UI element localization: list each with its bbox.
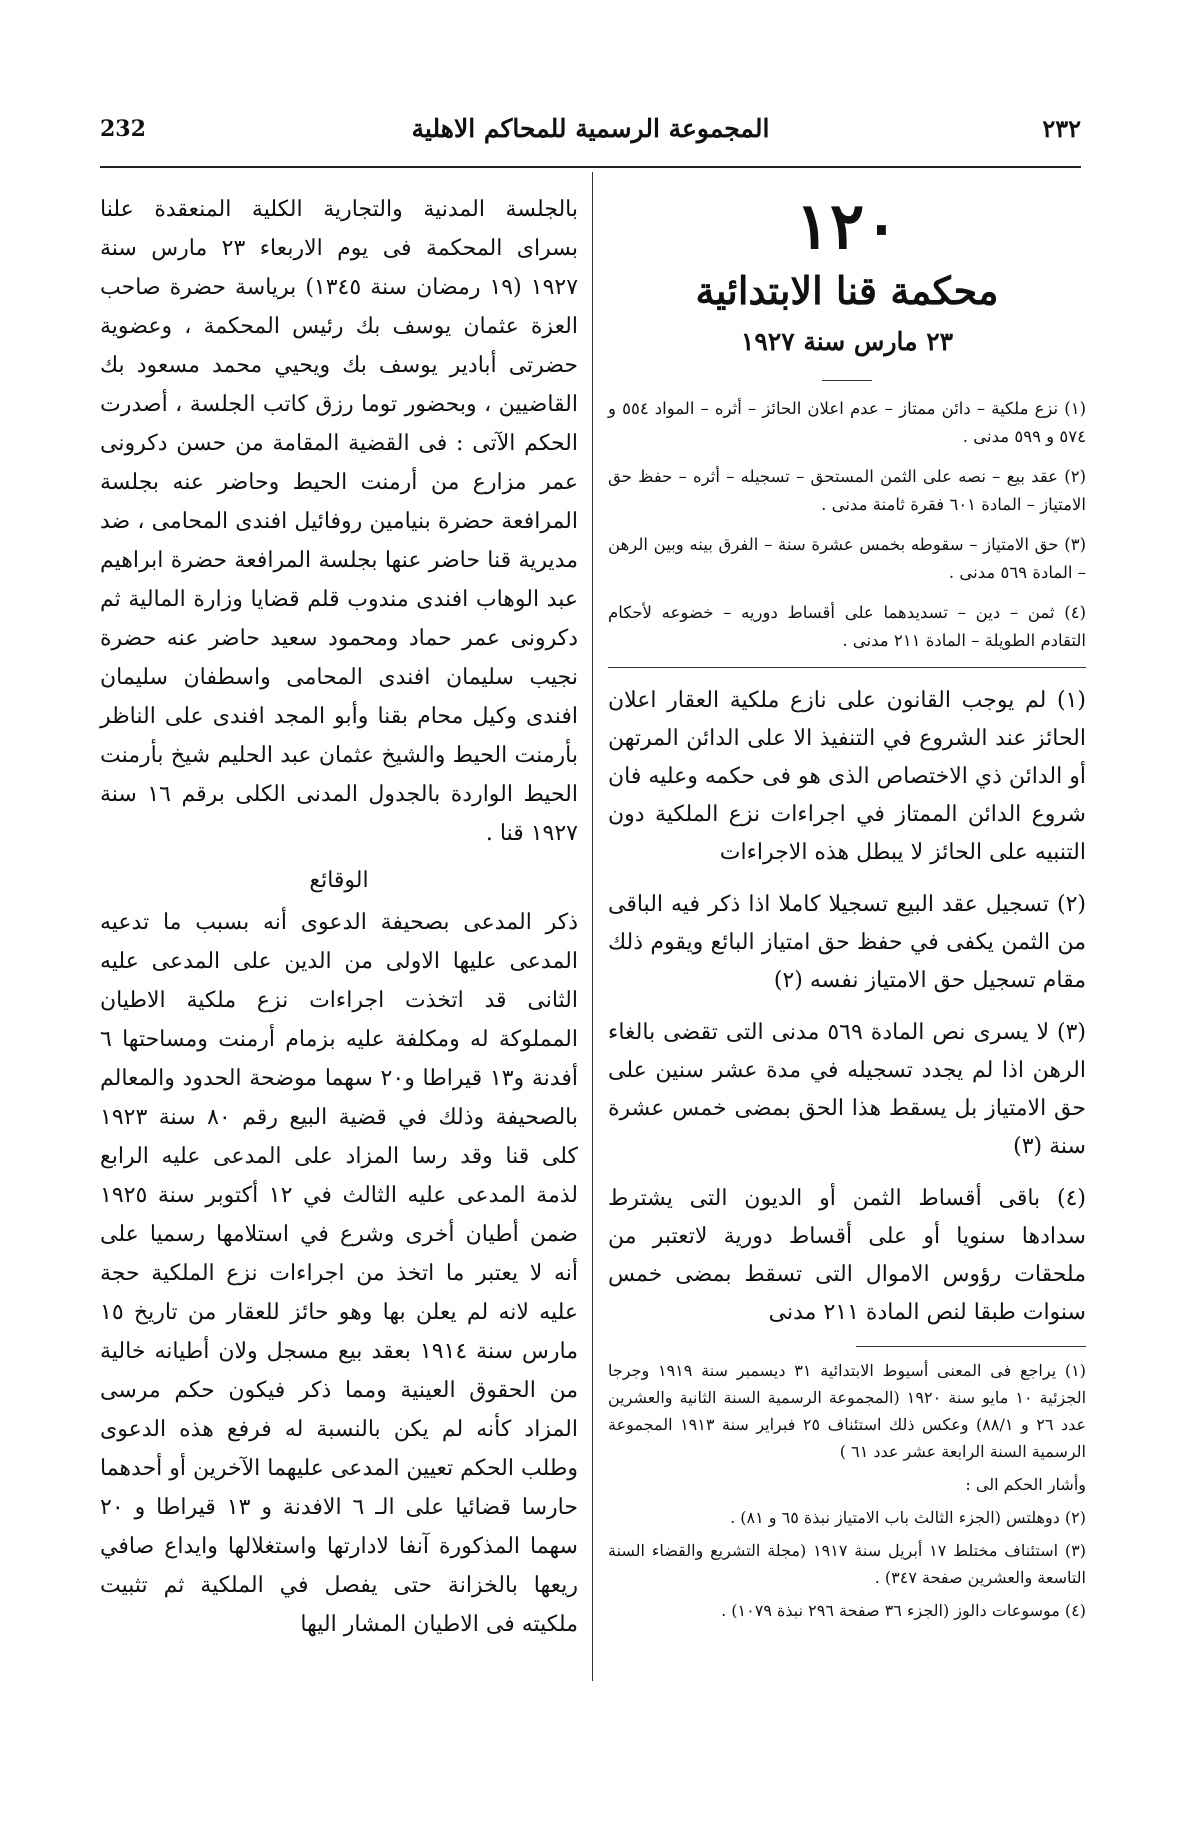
holding-item: (٤) باقى أقساط الثمن أو الديون التى يشترط سدادها سنويا أو على أقساط دورية لاتعتبر من ملحقات رؤوس الاموال التى تسقط بمضى خمس سنوات طبقا لنص المادة ٢١١ مدنى xyxy=(608,1186,1086,1325)
facts-heading: الوقائع xyxy=(309,868,369,893)
page-number-latin: 232 xyxy=(100,116,146,142)
page-header xyxy=(100,110,1081,150)
summary-rule xyxy=(608,667,1086,668)
right-column xyxy=(608,190,1086,1630)
footnote: (٤) موسوعات دالوز (الجزء ٣٦ صفحة ٢٩٦ نبذة ١٠٧٩) . xyxy=(721,1601,1086,1620)
facts-paragraph: ذكر المدعى بصحيفة الدعوى أنه بسبب ما تدعيه المدعى عليها الاولى من الدين على المدعى عليه الثانى قد اتخذت اجراءات نزع ملكية الاطيان المملوكة له ومكلفة عليه بزمام أرمنت ومساحتها ٦ أفدنة و١٣ قيراطا و٢٠ سهما موضحة الحدود والمعالم بالصحيفة وذلك في قضية البيع رقم ٨٠ سنة ١٩٢٣ كلى قنا وقد رسا المزاد على المدعى عليه الرابع لذمة المدعى عليه الثالث في ١٢ أكتوبر سنة ١٩٢٥ ضمن أطيان أخرى وشرع في استلامها رسميا على أنه لا يعتبر ما اتخذ من اجراءات نزع الملكية حجة عليه لانه لم يعلن بها وهو حائز للعقار من تاريخ ١٥ مارس سنة ١٩١٤ بعقد بيع مسجل ولان أطيانه خالية من الحقوق العينية ومما ذكر فيكون حكم مرسى المزاد كأنه لم يكن بالنسبة له فرفع هذه الدعوى وطلب الحكم تعيين المدعى عليهما الآخرين أو أحدهما حارسا قضائيا على الـ ٦ الافدنة و ١٣ قيراطا و ٢٠ سهما المذكورة آنفا لادارتها واستغلالها وايداع صافي ريعها بالخزانة حتى يفصل في الملكية ثم تثبيت ملكيته فى الاطيان المشار اليها xyxy=(100,910,578,1637)
footnote: وأشار الحكم الى : xyxy=(965,1475,1086,1494)
running-title: المجموعة الرسمية للمحاكم الاهلية xyxy=(411,114,770,143)
footnotes xyxy=(608,1357,1086,1624)
court-name: محكمة قنا الابتدائية xyxy=(695,268,999,313)
summary-item: (٢) عقد بيع – نصه على الثمن المستحق – تسجيله – أثره – حفظ حق الامتياز – المادة ٦٠١ فقرة ثامنة مدنى . xyxy=(608,467,1086,514)
footnote: (١) يراجع فى المعنى أسيوط الابتدائية ٣١ ديسمبر سنة ١٩١٩ وجرجا الجزئية ١٠ مايو سنة ١٩٢٠ (المجموعة الرسمية السنة الثانية والعشرين عدد ٢٦ و ٨٨/١) وعكس ذلك استئناف ٢٥ فبراير سنة ١٩١٣ المجموعة الرسمية السنة الرابعة عشر عدد ٦١ ) xyxy=(608,1361,1087,1461)
holding-item: (٣) لا يسرى نص المادة ٥٦٩ مدنى التى تقضى بالغاء الرهن اذا لم يجدد تسجيله في مدة عشر سنين على حق الامتياز بل يسقط هذا الحق بمضى خمس عشرة سنة (٣) xyxy=(608,1020,1086,1159)
holding-item: (١) لم يوجب القانون على نازع ملكية العقار اعلان الحائز عند الشروع في التنفيذ الا على الدائن المرتهن أو الدائن ذي الاختصاص الذى هو فى حكمه وعليه فان شروع الدائن الممتاز في اجراءات نزع الملكية دون التنبيه على الحائز لا يبطل هذه الاجراءات xyxy=(608,688,1086,865)
footnote-rule xyxy=(856,1346,1086,1347)
holding-item: (٢) تسجيل عقد البيع تسجيلا كاملا اذا ذكر فيه الباقى من الثمن يكفى في حفظ حق امتياز البائع ويقوم ذلك مقام تسجيل حق الامتياز نفسه (٢) xyxy=(608,892,1086,993)
case-summary xyxy=(608,395,1086,655)
footnote: (٢) دوهلتس (الجزء الثالث باب الامتياز نبذة ٦٥ و ٨١) . xyxy=(730,1508,1086,1527)
holdings xyxy=(608,682,1086,1332)
header-rule xyxy=(100,166,1081,168)
case-number: ١٢٠ xyxy=(795,189,899,264)
summary-item: (٤) ثمن – دين – تسديدهما على أقساط دوريه – خضوعه لأحكام التقادم الطويلة – المادة ٢١١ مدنى . xyxy=(608,603,1086,650)
page-number-arabic: ٢٣٢ xyxy=(1042,114,1081,143)
summary-item: (١) نزع ملكية – دائن ممتاز – عدم اعلان الحائز – أثره – المواد ٥٥٤ و ٥٧٤ و ٥٩٩ مدنى . xyxy=(608,399,1086,446)
footnote: (٣) استئناف مختلط ١٧ أبريل سنة ١٩١٧ (مجلة التشريع والقضاء السنة التاسعة والعشرين صفحة ٣٤٧) . xyxy=(608,1541,1086,1587)
title-rule xyxy=(822,380,872,381)
column-divider xyxy=(592,172,593,1681)
left-column xyxy=(100,190,578,1644)
case-date: ٢٣ مارس سنة ١٩٢٧ xyxy=(740,327,954,356)
summary-item: (٣) حق الامتياز – سقوطه بخمس عشرة سنة – الفرق بينه وبين الرهن – المادة ٥٦٩ مدنى . xyxy=(608,535,1086,582)
court-session-paragraph: بالجلسة المدنية والتجارية الكلية المنعقدة علنا بسراى المحكمة فى يوم الاربعاء ٢٣ مارس سنة ١٩٢٧ (١٩ رمضان سنة ١٣٤٥) برياسة حضرة صاحب العزة عثمان يوسف بك رئيس المحكمة ، وعضوية حضرتى أبادير يوسف بك ويحيي محمد مسعود بك القاضيين ، وبحضور توما رزق كاتب الجلسة ، أصدرت الحكم الآتى : فى القضية المقامة من حسن دكرونى عمر مزارع من أرمنت الحيط وحاضر عنه بجلسة المرافعة حضرة بنيامين روفائيل افندى المحامى ، ضد مديرية قنا حاضر عنها بجلسة المرافعة حضرة ابراهيم عبد الوهاب افندى مندوب قلم قضايا وزارة المالية ثم دكرونى عمر حماد ومحمود سعيد حاضر عنه حضرة نجيب سليمان افندى المحامى واسطفان سليمان افندى وكيل محام بقنا وأبو المجد افندى على الناظر بأرمنت الحيط والشيخ عثمان عبد الحليم شيخ بأرمنت الحيط الواردة بالجدول المدنى الكلى برقم ١٦ سنة ١٩٢٧ قنا . xyxy=(100,197,579,846)
